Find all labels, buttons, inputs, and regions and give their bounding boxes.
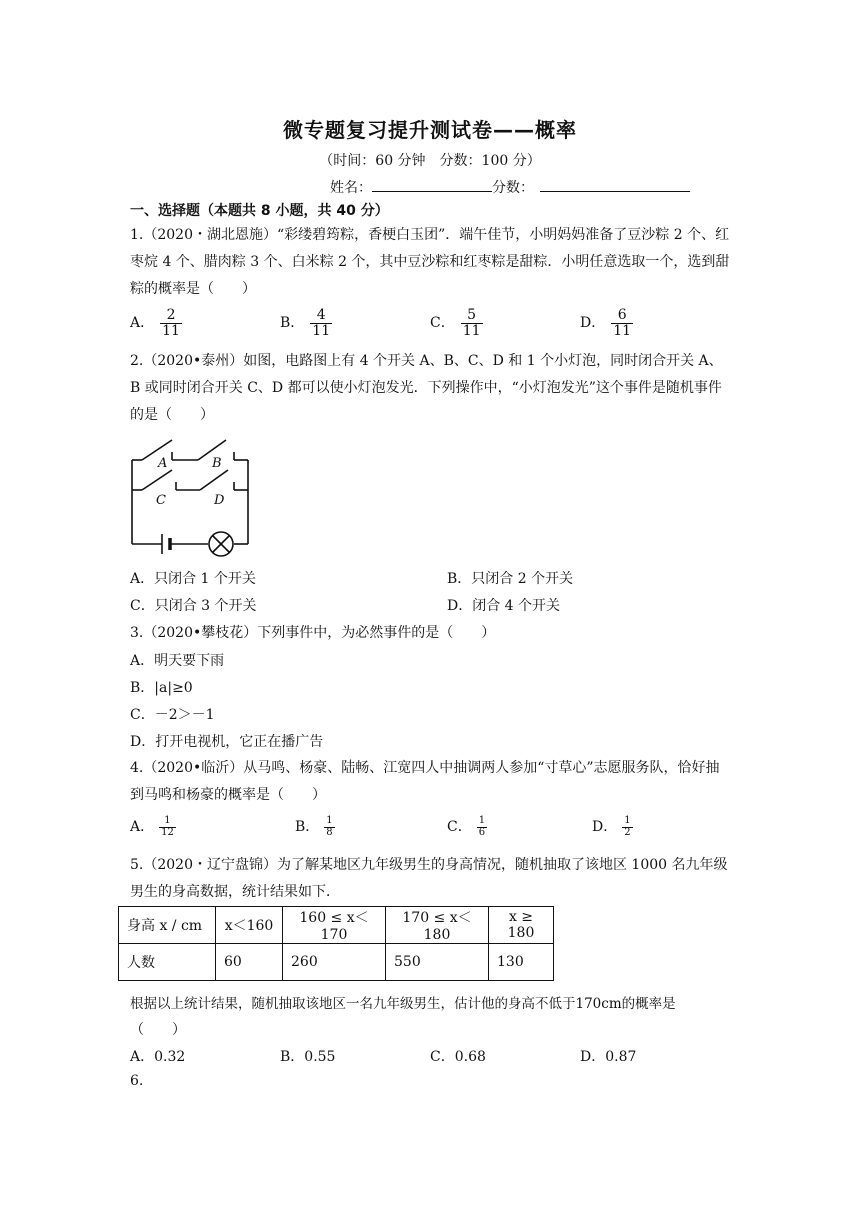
q2-option-d[interactable]: D．闭合 4 个开关: [447, 598, 561, 614]
switch-a-label: A: [158, 456, 168, 471]
table-header-row: [119, 907, 554, 944]
q3-option-c[interactable]: C．－2＞－1: [130, 707, 215, 723]
table-cell: 60: [216, 944, 283, 981]
table-cell: 人数: [119, 944, 216, 981]
q5-answer-paren: （ ）: [130, 1022, 186, 1038]
q5-option-d[interactable]: D．0.87: [580, 1049, 637, 1065]
section-heading: 一、选择题（本题共 8 小题，共 40 分）: [130, 203, 389, 219]
height-table: [118, 906, 554, 981]
q4-option-b[interactable]: B． $\frac{1}{8}$: [295, 815, 333, 838]
q5-followup: 根据以上统计结果，随机抽取该地区一名九年级男生，估计他的身高不低于170cm的概率是: [130, 996, 676, 1012]
q2-option-c[interactable]: C．只闭合 3 个开关: [130, 598, 257, 614]
table-cell: x ≥ 180: [489, 907, 554, 944]
time-info: （时间：60 分钟 分数：100 分）: [319, 153, 541, 169]
q4-option-c[interactable]: C． $\frac{1}{6}$: [447, 815, 486, 838]
table-row: [119, 944, 554, 981]
score-label: 分数：: [492, 180, 534, 196]
table-cell: 160 ≤ x＜170: [283, 907, 386, 944]
name-score-line: [330, 175, 690, 197]
q1-option-b[interactable]: B． $\frac{4}{11}$: [280, 307, 331, 339]
q1-option-d[interactable]: D． $\frac{6}{11}$: [580, 307, 632, 339]
table-cell: x＜160: [216, 907, 283, 944]
q5-stem: 5.（2020・辽宁盘锦）为了解某地区九年级男生的身高情况，随机抽取了该地区 1000 名九年级男生的身高数据，统计结果如下．: [130, 857, 728, 900]
q4-option-d[interactable]: D． $\frac{1}{2}$: [592, 815, 631, 838]
q4-option-a[interactable]: A． $\frac{1}{12}$: [130, 815, 174, 838]
q1-stem: 1.（2020・湖北恩施）“彩缕碧筠粽，香梗白玉团”．端午佳节，小明妈妈准备了豆沙粽 2 个、红枣烷 4 个、腊肉粽 3 个、白米粽 2 个，其中豆沙粽和红枣粽是甜粽．小明任意选取一个，选到甜粽的概率是（ ）: [130, 227, 730, 297]
table-cell: 550: [386, 944, 489, 981]
switch-b-label: B: [212, 456, 222, 471]
q2-option-a[interactable]: A．只闭合 1 个开关: [130, 571, 256, 587]
name-label: 姓名：: [330, 180, 372, 196]
q5-option-a[interactable]: A．0.32: [130, 1049, 186, 1065]
q3-option-a[interactable]: A．明天要下雨: [130, 653, 225, 669]
q3-option-b[interactable]: B．|a|≥0: [130, 680, 193, 696]
q3-stem: 3.（2020•攀枝花）下列事件中，为必然事件的是（ ）: [130, 625, 496, 641]
q5-option-c[interactable]: C．0.68: [430, 1049, 486, 1065]
circuit-diagram: [126, 432, 256, 557]
q1-option-a[interactable]: A． $\frac{2}{11}$: [130, 307, 180, 339]
table-cell: 130: [489, 944, 554, 981]
q3-option-d[interactable]: D．打开电视机，它正在播广告: [130, 734, 324, 750]
name-blank[interactable]: [372, 175, 492, 192]
page-title: 微专题复习提升测试卷——概率: [283, 118, 577, 142]
table-cell: 260: [283, 944, 386, 981]
switch-c-label: C: [156, 493, 166, 508]
table-cell: 身高 x / cm: [119, 907, 216, 944]
q6-number: 6.: [130, 1073, 144, 1089]
score-blank[interactable]: [540, 175, 690, 192]
table-cell: 170 ≤ x＜180: [386, 907, 489, 944]
q2-option-b[interactable]: B．只闭合 2 个开关: [447, 571, 574, 587]
q2-stem: 2.（2020•泰州）如图，电路图上有 4 个开关 A、B、C、D 和 1 个小灯泡，同时闭合开关 A、B 或同时闭合开关 C、D 都可以使小灯泡发光．下列操作中，“小灯泡发光”这个事件是随机事件的是（ ）: [130, 353, 723, 423]
q5-option-b[interactable]: B．0.55: [280, 1049, 336, 1065]
switch-d-label: D: [214, 493, 225, 508]
q1-option-c[interactable]: C． $\frac{5}{11}$: [430, 307, 481, 339]
q4-stem: 4.（2020•临沂）从马鸣、杨豪、陆畅、江宽四人中抽调两人参加“寸草心”志愿服务队，恰好抽到马鸣和杨豪的概率是（ ）: [130, 760, 720, 803]
